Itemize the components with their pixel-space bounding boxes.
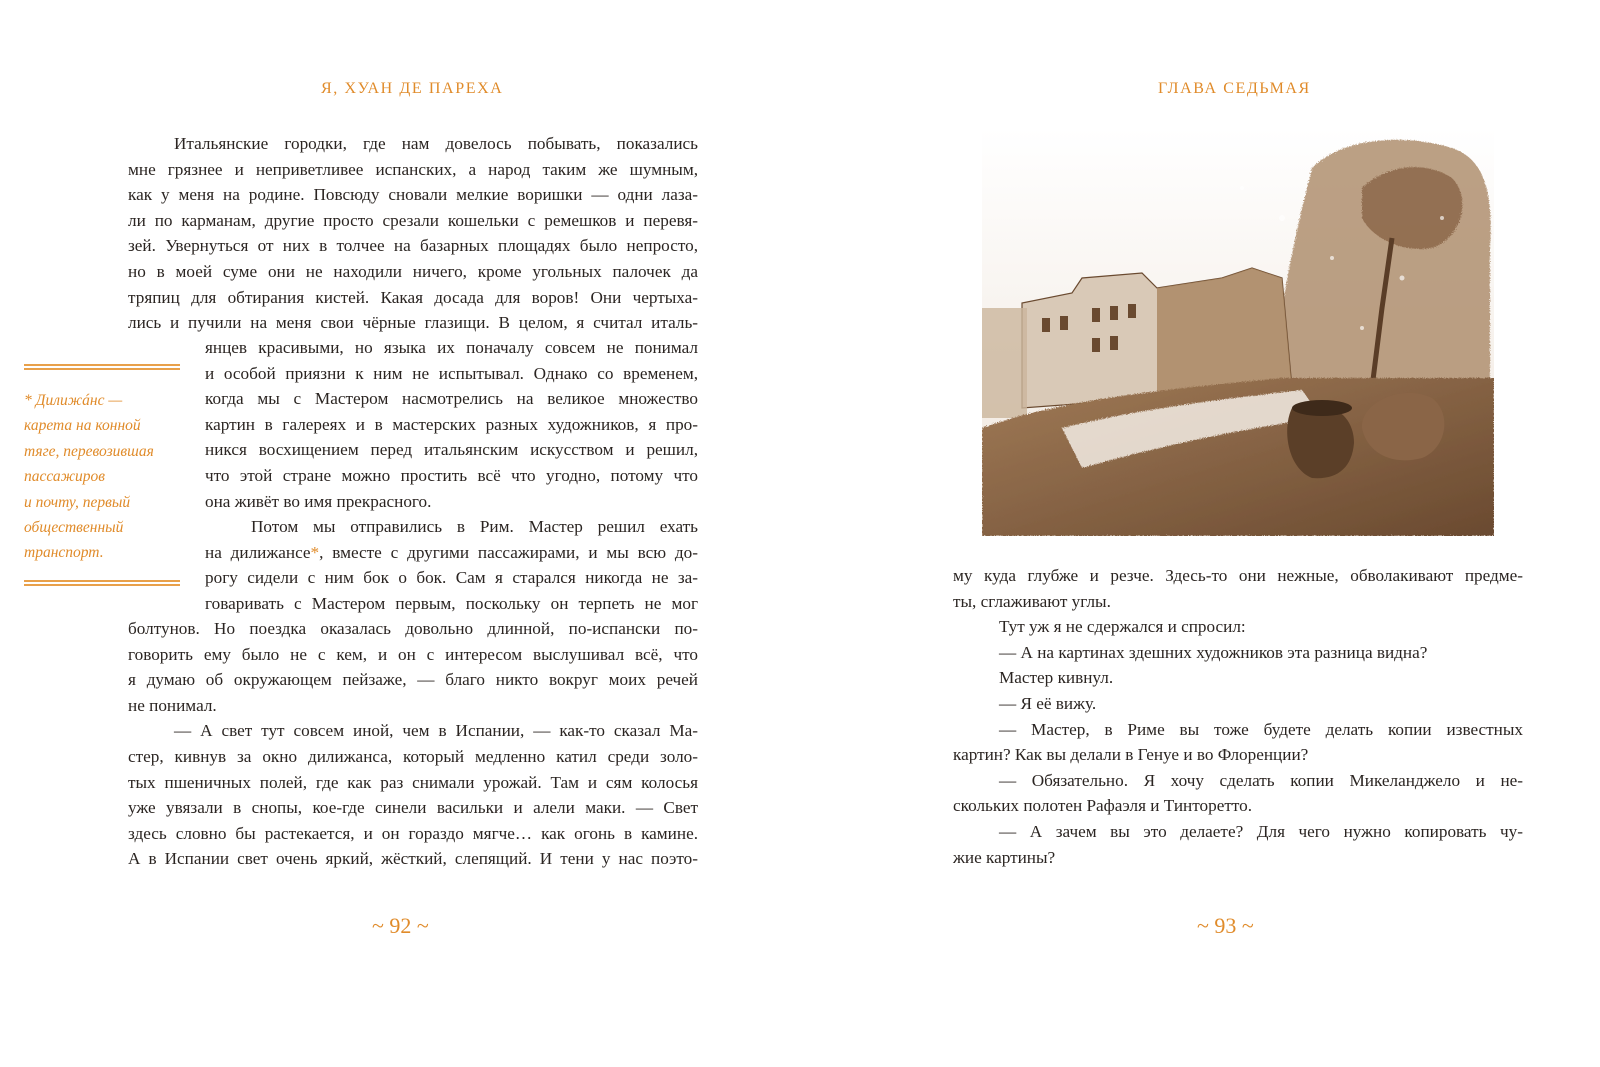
text-line: уже увязали в снопы, кое-где синели васильки и алели маки. — Свет	[128, 798, 698, 818]
text-line: она живёт во имя прекрасного.	[205, 491, 432, 511]
text-fragment: , вместе с другими пассажирами, и мы всю до-	[319, 542, 698, 562]
dialog-line: скольких полотен Рафаэля и Тинторетто.	[953, 796, 1253, 816]
sidenote-rule-bottom	[24, 580, 180, 586]
text-line: картин в галереях и в мастерских разных художников, я про-	[205, 414, 698, 434]
text-line: болтунов. Но поездка оказалась довольно длинной, по-испански по-	[128, 619, 698, 638]
text-line: но в моей суме они не находили ничего, кроме угольных палочек да	[128, 261, 698, 281]
body-text-narrow	[205, 335, 698, 514]
text-line: тряпиц для обтирания кистей. Какая досада для воров! Они чертыха-	[128, 287, 698, 307]
sidenote-line: общественный	[24, 519, 124, 537]
text-line: лись и пучили на меня свои чёрные глазищи. В целом, я считал италь-	[128, 313, 698, 333]
text-line: мне грязнее и неприветливее испанских, а народ таким же шумным,	[128, 159, 698, 179]
text-line-with-footnote	[205, 540, 698, 566]
body-text-bottom	[128, 616, 698, 872]
text-line: стер, кивнув за окно дилижанса, который медленно катил среди золо-	[128, 746, 698, 766]
text-line: как у меня на родине. Повсюду сновали мелкие воришки — одни лаза-	[128, 185, 698, 205]
sepia-illustration	[982, 128, 1494, 536]
dialog-line: картин? Как вы делали в Генуе и во Флоренции?	[953, 745, 1309, 765]
sidenote-line: и почту, первый	[24, 493, 131, 511]
page-number-right: ~ 93 ~	[1197, 913, 1254, 938]
text-line: рогу сидели с ним бок о бок. Сам я старался никогда не за-	[205, 568, 698, 588]
dialog-line: жие картины?	[953, 847, 1056, 867]
illustration-left-building	[982, 308, 1027, 418]
body-text-narrow-2	[205, 514, 698, 616]
text-line: Потом мы отправились в Рим. Мастер решил ехать	[251, 517, 698, 536]
dialog-line: — А на картинах здешних художников эта разница видна?	[999, 642, 1428, 662]
dialog-line: — Обязательно. Я хочу сделать копии Микеланджело и не-	[999, 770, 1523, 790]
sidenote	[24, 364, 180, 586]
dialog-line: Мастер кивнул.	[999, 668, 1114, 688]
text-line: А в Испании свет очень яркий, жёсткий, слепящий. И тени у нас поэто-	[128, 849, 698, 869]
text-line: я думаю об окружающем пейзаже, — благо никто вокруг моих речей	[128, 670, 698, 690]
text-line: Итальянские городки, где нам довелось побывать, показались	[174, 134, 698, 153]
text-line: и особой приязни к ним не испытывал. Однако со временем,	[205, 363, 698, 383]
text-line: тых пшеничных полей, где как раз снимали урожай. Там и сям колосья	[128, 772, 698, 792]
dialog-line: Тут уж я не сдержался и спросил:	[999, 617, 1246, 637]
dialog-line: — Мастер, в Риме вы тоже будете делать копии известных	[999, 719, 1523, 739]
dialog-line: — Я её вижу.	[999, 693, 1097, 713]
running-head-left: Я, ХУАН ДЕ ПАРЕХА	[321, 80, 504, 97]
footnote-marker[interactable]: *	[310, 542, 320, 562]
text-line: — А свет тут совсем иной, чем в Испании, — как-то сказал Ма-	[174, 721, 698, 741]
text-line: ли по карманам, другие просто срезали кошельки с ремешков и перевя-	[128, 210, 698, 230]
text-line: здесь словно бы растекается, и он гораздо мягче… как огонь в камине.	[128, 823, 698, 843]
text-line: му куда глубже и резче. Здесь-то они нежные, обволакивают предме-	[953, 566, 1523, 585]
running-head-right: ГЛАВА СЕДЬМАЯ	[1158, 80, 1311, 97]
sidenote-line: транспорт.	[24, 544, 104, 562]
text-fragment: на дилижансе	[205, 542, 311, 562]
sidenote-line: карета на конной	[24, 417, 141, 435]
sidenote-text	[24, 370, 180, 580]
sidenote-line: пассажиров	[24, 468, 106, 486]
dialog-line: — А зачем вы это делаете? Для чего нужно копировать чу-	[999, 821, 1523, 841]
text-line: не понимал.	[128, 695, 217, 715]
text-line: что этой стране можно простить всё что угодно, потому что	[205, 465, 698, 485]
sidenote-line: * Дилижáнс —	[24, 392, 123, 409]
illustration-wall-shade	[1157, 268, 1292, 398]
text-line: янцев красивыми, но языка их поначалу совсем не понимал	[205, 338, 698, 357]
text-line: зей. Увернуться от них в толчее на базарных площадях было непросто,	[128, 236, 698, 256]
page-number-left: ~ 92 ~	[372, 913, 429, 938]
text-line: говорить ему было не с кем, и он с интересом выслушивал всё, что	[128, 644, 698, 664]
text-line: ты, сглаживают углы.	[953, 591, 1111, 611]
text-line: никся восхищением перед итальянским искусством и решил,	[205, 440, 698, 460]
text-line: когда мы с Мастером насмотрелись на великое множество	[205, 389, 698, 409]
illustration-pot-rim	[1292, 400, 1352, 416]
sidenote-line: тяге, перевозившая	[24, 442, 154, 460]
text-line: говаривать с Мастером первым, поскольку он терпеть не мог	[205, 593, 698, 613]
body-text-top	[128, 131, 698, 336]
body-text-right	[953, 563, 1523, 870]
